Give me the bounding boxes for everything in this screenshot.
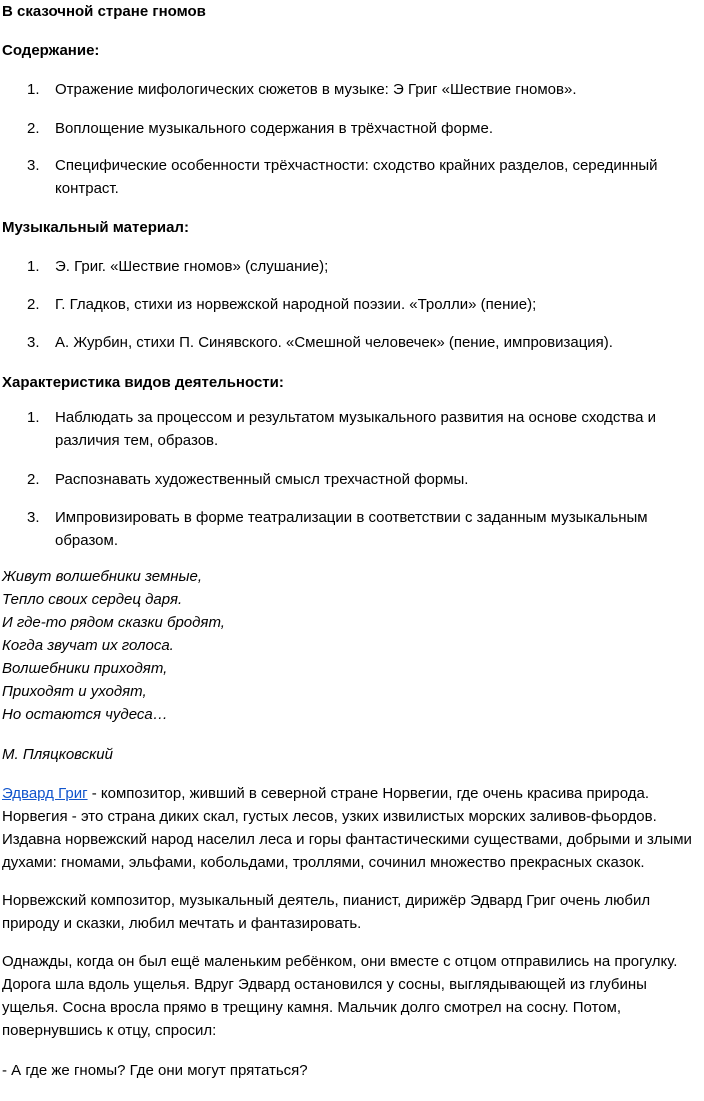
poem-line: Но остаются чудеса… <box>2 706 168 723</box>
poem-author: М. Пляцковский <box>2 746 113 763</box>
list-item: 1. Наблюдать за процессом и результатом музыкального развития на основе сходства и различия тем, образов. <box>27 409 656 449</box>
paragraph-grieg: Эдвард Григ - композитор, живший в северной стране Норвегии, где очень красива природа. Норвегия - это страна диких скал, густых лесов, узких извилистых морских заливов-фьордов. Издавна норвежский народ населил леса и горы фантастическими существами, добрыми и злыми духами: гномами, эльфами, кобольдами, троллями, сочинил множество прекрасных сказок. <box>2 785 692 871</box>
list-item: 1. Отражение мифологических сюжетов в музыке: Э Григ «Шествие гномов». <box>27 81 577 98</box>
poem-line: И где-то рядом сказки бродят, <box>2 614 225 631</box>
list-item: 2. Воплощение музыкального содержания в трёхчастной форме. <box>27 120 493 137</box>
poem-line: Тепло своих сердец даря. <box>2 591 183 608</box>
poem-line: Живут волшебники земные, <box>2 568 203 585</box>
paragraph-composer: Норвежский композитор, музыкальный деятель, пианист, дирижёр Эдвард Григ очень любил природу и сказки, любил мечтать и фантазировать. <box>2 892 651 932</box>
poem-line: Волшебники приходят, <box>2 660 168 677</box>
paragraph-walk: Однажды, когда он был ещё маленьким ребёнком, они вместе с отцом отправились на прогулку. Дорога шла вдоль ущелья. Вдруг Эдвард остановился у сосны, выглядывающей из глубины ущелья. Сосна вросла прямо в трещину камня. Мальчик долго смотрел на сосну. Потом, повернувшись к отцу, спросил: <box>2 953 678 1039</box>
list-item: 1. Э. Григ. «Шествие гномов» (слушание); <box>27 258 329 275</box>
grieg-link[interactable]: Эдвард Григ <box>2 785 88 802</box>
document-title: В сказочной стране гномов <box>2 3 206 20</box>
activities-heading: Характеристика видов деятельности: <box>2 374 284 391</box>
list-item: 3. А. Журбин, стихи П. Синявского. «Смешной человечек» (пение, импровизация). <box>27 334 613 351</box>
poem-line: Когда звучат их голоса. <box>2 637 174 654</box>
poem-line: Приходят и уходят, <box>2 683 147 700</box>
list-item: 2. Распознавать художественный смысл трехчастной формы. <box>27 471 469 488</box>
poem <box>2 565 225 726</box>
material-heading: Музыкальный материал: <box>2 219 189 236</box>
list-item: 3. Импровизировать в форме театрализации в соответствии с заданным музыкальным образом. <box>27 509 648 549</box>
content-heading: Содержание: <box>2 42 100 59</box>
paragraph-question: - А где же гномы? Где они могут прятаться? <box>2 1062 308 1079</box>
list-item: 3. Специфические особенности трёхчастности: сходство крайних разделов, серединный контраст. <box>27 157 658 197</box>
list-item: 2. Г. Гладков, стихи из норвежской народной поэзии. «Тролли» (пение); <box>27 296 537 313</box>
